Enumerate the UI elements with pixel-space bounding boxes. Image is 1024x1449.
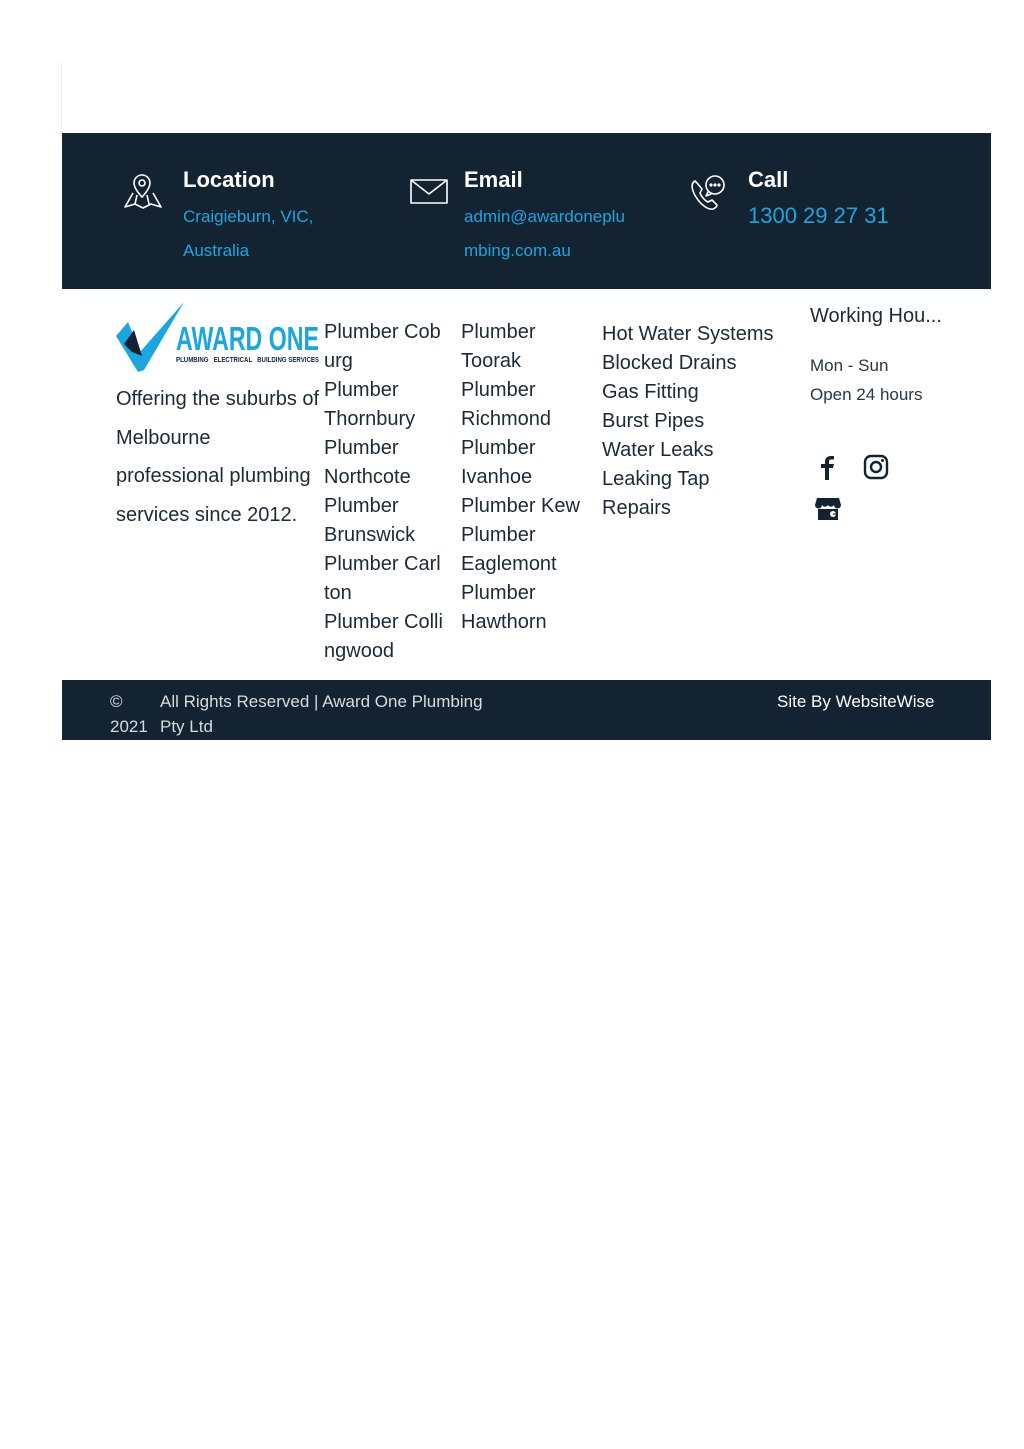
- suburbs-column-1: [324, 318, 456, 666]
- contact-bar: [62, 133, 991, 289]
- link-plumber-coburg[interactable]: Plumber Cob urg: [324, 321, 441, 372]
- call-number[interactable]: 1300 29 27 31: [748, 203, 889, 228]
- location-line-1: Craigieburn, VIC,: [183, 207, 314, 226]
- link-plumber-richmond[interactable]: Plumber Richmond: [461, 379, 552, 430]
- location-line-2: Australia: [183, 241, 250, 260]
- google-business-icon[interactable]: [813, 494, 843, 524]
- link-blocked-drains[interactable]: Blocked Drains: [602, 352, 737, 374]
- call-title: Call: [748, 167, 789, 192]
- contact-call[interactable]: [686, 133, 976, 289]
- envelope-icon: [406, 169, 450, 213]
- map-pin-icon: [120, 169, 164, 213]
- logo-wordmark: AWARD ONE: [176, 320, 319, 357]
- link-plumber-hawthorn[interactable]: Plumber Hawthorn: [461, 582, 547, 633]
- link-plumber-brunswick[interactable]: Plumber Brunswick: [324, 495, 416, 546]
- link-plumber-northcote[interactable]: Plumber Northcote: [324, 437, 411, 488]
- link-plumber-collingwood[interactable]: Plumber Colli ngwood: [324, 611, 443, 662]
- phone-chat-icon: [686, 171, 730, 215]
- link-water-leaks[interactable]: Water Leaks: [602, 439, 714, 461]
- link-plumber-toorak[interactable]: Plumber Toorak: [461, 321, 536, 372]
- logo-subtitle: PLUMBING ELECTRICAL BUILDING SERVICES: [176, 357, 320, 364]
- email-title: Email: [464, 167, 523, 192]
- link-hot-water-systems[interactable]: Hot Water Systems: [602, 323, 774, 345]
- link-plumber-thornbury[interactable]: Plumber Thornbury: [324, 379, 416, 430]
- link-plumber-ivanhoe[interactable]: Plumber Ivanhoe: [461, 437, 536, 488]
- link-burst-pipes[interactable]: Burst Pipes: [602, 410, 705, 432]
- bottom-bar: [62, 680, 991, 740]
- copyright-year: 2021: [110, 717, 148, 736]
- working-days: Mon - Sun: [810, 356, 889, 375]
- services-column: [602, 320, 802, 523]
- award-one-logo[interactable]: [114, 300, 322, 378]
- instagram-icon[interactable]: [861, 452, 891, 482]
- link-plumber-eaglemont[interactable]: Plumber Eaglemont: [461, 524, 557, 575]
- site-by-link[interactable]: Site By WebsiteWise: [777, 692, 935, 711]
- top-divider: [61, 62, 62, 132]
- logo-check-mark: [116, 302, 184, 372]
- tagline: Offering the suburbs of Melbourne professional plumbing services since 2012.: [116, 388, 320, 527]
- suburbs-column-2: [461, 318, 597, 637]
- email-line-1[interactable]: admin@awardoneplu: [464, 207, 625, 226]
- working-time: Open 24 hours: [810, 385, 923, 404]
- email-line-2[interactable]: mbing.com.au: [464, 241, 571, 260]
- link-gas-fitting[interactable]: Gas Fitting: [602, 381, 699, 403]
- rights-line-2: Pty Ltd: [160, 717, 213, 736]
- contact-email[interactable]: [402, 133, 692, 289]
- link-leaking-tap-repairs[interactable]: Leaking Tap Repairs: [602, 468, 710, 519]
- location-title: Location: [183, 167, 275, 192]
- copyright-symbol: ©: [110, 692, 123, 711]
- link-plumber-carlton[interactable]: Plumber Carl ton: [324, 553, 441, 604]
- working-hours-title: Working Hou...: [810, 305, 942, 327]
- rights-line-1: All Rights Reserved | Award One Plumbing: [160, 692, 483, 711]
- facebook-icon[interactable]: [812, 452, 842, 482]
- link-plumber-kew[interactable]: Plumber Kew: [461, 495, 580, 517]
- contact-location: [62, 133, 392, 289]
